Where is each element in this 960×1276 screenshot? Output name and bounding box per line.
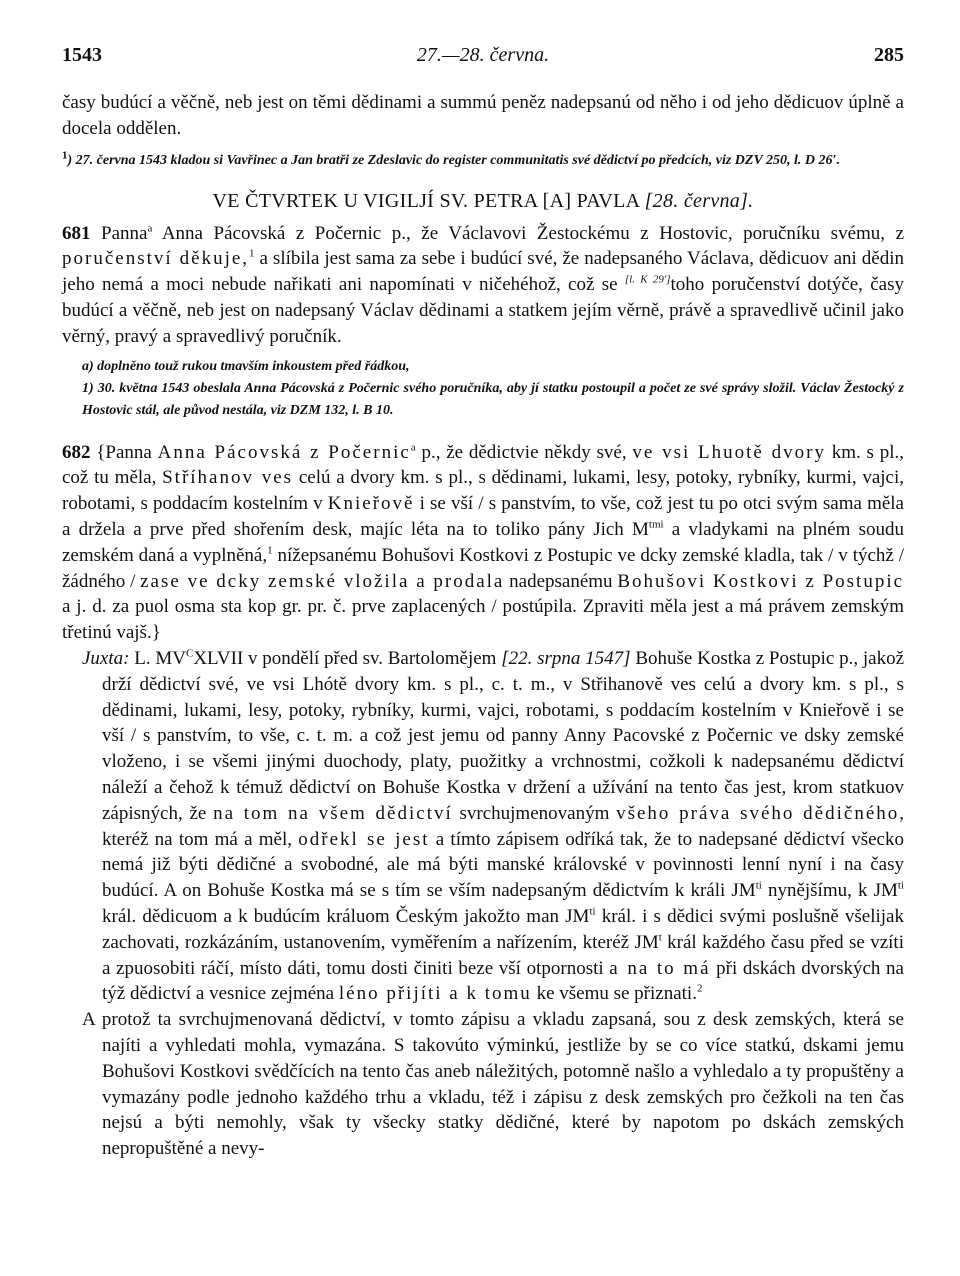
juxta-label: Juxta: (82, 647, 130, 669)
continued-paragraph: časy budúcí a věčně, neb jest on těmi dědinami a summú peněz nadepsanú od něho i od jeho dědicuov úplně a docela oddělen. (62, 92, 904, 139)
footnote-681-1: 1) 30. května 1543 obeslala Anna Pácovská z Počernic svého poručníka, aby jí statku postoupil a počet ze své správy složil. Václav Žestocký z Hostovic stál, ale původ nestála, viz DZM 132, l. B 10. (82, 380, 904, 418)
page-number: 285 (874, 44, 904, 66)
running-header (62, 44, 904, 74)
entry-number: 681 (62, 222, 91, 244)
entry-681: 681 Panna$^a$ Anna Pácovská z Počernic p., že Václavovi Žestockému z Hostovic, poručníku svému, z poručenství děkuje,$^1$ a slíbila jest sama za sebe i budúcí své, že nadepsaného Václava, dědicuov ani dědin jeho nemá a moci nebude nařikati ani napomínati v ničehéhož, což se [l. K 29′]toho poručenství dotýče, časy budúcí a věčně, neb jest on nadepsaný Václav dědinami a statkem jejím věrně, právě a spravedlivě učinil jako věrný, pravý a spravedlivý poručník. (62, 222, 904, 347)
footnote-1: $^1$) 27. června 1543 kladou si Vavřinec a Jan bratři ze Zdeslavic do register communitatis své dědictví po předcích, viz DZV 250, l. D 26′. (62, 148, 840, 168)
juxta-paragraph-cont: A protož ta svrchujmenovaná dědictví, v tomto zápisu a vkladu zapsaná, sou z desk zemských, která se najíti a vyhledati mohla, vymazána. S takovúto výminkú, jestliže by se co více statkú, dskami jemu Bohušovi Kostkovi svědčících na tento čas aneb náležitých, potomně našlo a vyhledalo a ty propuštěny a vymazány podle jednoho každého trhu a vkladu, též i zápisu z desk zemských pro čežkoli na ten čas nejsú a býti nemohly, však ty všecky statky dědičné, které by napotom po dskách zemských nepropuštěné a nevy- (82, 1009, 904, 1160)
header-year: 1543 (62, 44, 102, 66)
header-date: 27.—28. června. (416, 44, 550, 66)
section-heading: VE ČTVRTEK U VIGILJÍ SV. PETRA [A] PAVLA [28. června]. (212, 189, 754, 212)
entry-number: 682 (62, 441, 91, 463)
juxta-paragraph: Juxta: L. $MV^CXLVII$ v pondělí před sv. Bartolomějem [22. srpna 1547] Bohuše Kostka z Postupic p., jakož drží dědictví své, ve vsi Lhótě dvory km. s pl., c. t. m., v Střihanově ves celú a dvory km. s pl., s dědinami, lukami, lesy, potoky, rybníky, kurmi, vajci, robotami, s poddacím kostelním v Knieřově i se vší / s panstvím, to vše, c. t. m. a což jest jemu od panny Anny Pacovské z Počernic ve dsky zemské vloženo, i se všemi jinými duochody, platy, puožitky a vrchnostmi, cožkoli k nadepsanému dědictví náleží a čehož k témuž dědictví on Bohuše Kostka v držení a užívání na tento čas jest, krom statkuov zápisných, že na tom na všem dědictví svrchujmenovaným všeho práva svého dědičného, kteréž na tom má a měl, odřekl se jest a tímto zápisem odříká tak, že to nadepsané dědictví všecko nemá již býti dědičné a svobodné, ale má býti manské královské v povinnosti lenní nyní i na časy budúcí. A on Bohuše Kostka má se s tím se vším nadepsaným dědictvím k králi $JM^{ti}$ nynějšímu, k $JM^{ti}$ král. dědicuom a k budúcím králuom Českým jakožto man $JM^{ti}$ král. i s dědici svými poslušně všelijak zachovati, rozkázáním, ustanovením, vyměřením a nařízením, kteréž $JM^t$ král každého času před se vzíti a zpuosobiti ráčí, místo dáti, tomu dosti činiti beze vší otpornosti a na to má při dskách dvorských na týž dědictví a vesnice zejména léno přijíti a k tomu ke všemu se přiznati.$^2$ (82, 647, 905, 1005)
entry-682: 682 {Panna Anna Pácovská z Počernic$^a$ p., že dědictvie někdy své, ve vsi Lhuotě dvory km. s pl., což tu měla, Stříhanov ves celú a dvory km. s pl., s dědinami, lukami, lesy, potoky, rybníky, kurmi, vajci, robotami, s poddacím kostelním v Knieřově i se vší / s panstvím, to vše, což jest tu po otci svým sama měla a držela a prve před shořením desk, majíc léta na to toliko pány Jich $M^{tmi}$ a vladykami na plném soudu zemském daná a vyplněná,$^1$ nížepsanému Bohušovi Kostkovi z Postupic ve dcky zemské kladla, tak / v týchž / žádného / zase ve dcky zemské vložila a prodala nadepsanému Bohušovi Kostkovi z Postupic a j. d. za puol osma sta kop gr. pr. č. prve zaplacených / postúpila. Zpraviti měla jest a má právem zemským třetinú vajš.} (62, 441, 905, 644)
document-page (62, 44, 904, 1162)
footnote-a: a) doplněno touž rukou tmavším inkoustem před řádkou, (82, 358, 410, 374)
